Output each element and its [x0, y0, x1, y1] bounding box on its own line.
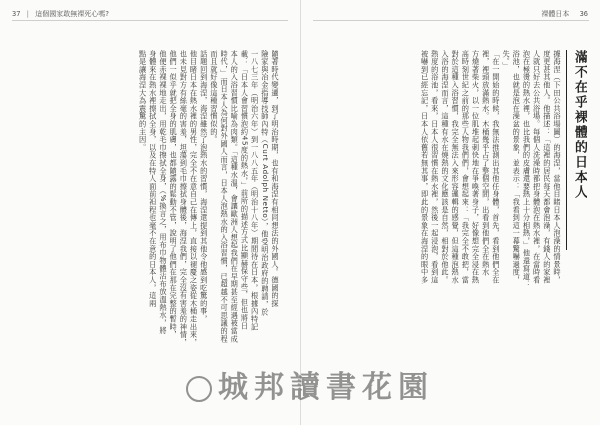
text-column: 方燒著柴火，以一位肌堆起刺快地在爭喚著身子，好像想完全浸在熱: [471, 50, 481, 284]
text-column: 險家與冶金指導技師內特（Curt Adolph Netto），他受明治政府的聘請，於: [260, 50, 270, 317]
left-running-head: [12, 9, 109, 19]
text-column: 熱度的浴池，看來，日本人很習慣在熱水裡，然後一起浸泡，看到這: [430, 50, 440, 284]
left-page-number: 37: [12, 10, 21, 18]
text-column: 高時刻世紀之前的那些人物我們們，會想起來：「我完全不敢把，當: [461, 50, 471, 284]
text-column: 本人的入浴習慣比喻為肉類。「這種水溫，會讓歐洲人想起我們在早期甚至經遇被當成: [230, 50, 240, 343]
text-column: 據海涅（下田公共浴場圖）的海涅，當他目睹日本人泡澡的情景時，: [553, 50, 562, 284]
text-column: 度更甚其他人。他描述：「這裡的居民每天都會泡澡，有錢人的家裡: [542, 50, 552, 284]
text-column: 泡在極燙的熱水裡，也比我們的皮膚還要熱上十分相熱，」他還寫道：: [522, 50, 532, 289]
running-head-separator: |: [26, 10, 30, 18]
text-column: 對於這種入浴習慣，我完全無法入來形容邏輯的感覺，但這種泡熱水: [451, 50, 461, 284]
left-header-rule: [12, 20, 288, 21]
title-rule: [566, 50, 567, 250]
text-column: 浴池，也就是泡在澡盆的景象，並表示：「我看到這一幕驚嚇過度，: [512, 50, 522, 284]
text-column: 他目睹日本在熱水裡的男性，完全不在意自己在傳上，直接以褪慶之姿從木桶走出來，: [189, 50, 199, 347]
watermark: [186, 362, 434, 406]
right-text-columns: [317, 50, 587, 290]
left-text-columns: [22, 50, 280, 350]
right-running-head: [541, 9, 588, 19]
watermark-logo-icon: [186, 376, 212, 402]
text-column: 載：「日本人會習慣泡約45度的熱水，」前所的描述方式比顯赫保守些，但也將日: [240, 50, 250, 330]
text-column: 時代，」而日本人為何對外國人而言，日本人泡熱水的入浴習慣，已超越不可思議的程: [220, 50, 230, 343]
watermark-text: 城邦讀書花園: [218, 370, 434, 405]
text-column: 身體來在熱水裡擦拭全身，以及在特人面前袒程也毫不在意的日本人，這兩: [148, 50, 158, 308]
text-column: 點是讓海涅大為震驚的主因。: [138, 50, 148, 152]
right-running-head-title: 裸體日本: [541, 10, 570, 18]
section-title: 滿不在乎裸體的日本人: [572, 50, 587, 200]
left-running-head-title: 這個國家敢無裸死心嗎?: [35, 10, 109, 18]
text-column: 他便赤裸裸地走出，用乾毛巾擦拭全身，（%換言之，用布巾物體沾布放溫熱水，將: [158, 50, 168, 335]
text-column: 「在一開始的時候，我無法推測出其他任身體，首先，看到他們全在: [491, 50, 501, 284]
text-column: 話題回到海涅，海涅雖然了泡熱水的習慣，海涅還提到其他令他感到吃驚的事，: [199, 50, 209, 323]
text-column: 失。」: [502, 50, 512, 70]
text-column: 而且就好像這種習慣似的。: [209, 50, 219, 144]
right-header-rule: [313, 20, 589, 21]
text-column: 也未見對方有絲毫的害羞，坦蕩到毛巾擦拭身體後，海涅我們，完全沒有害羞的神情，: [179, 50, 189, 347]
right-page-number: 36: [579, 10, 588, 18]
text-column: 隨著時代變遷，到了明治時期，也有和海涅有相同想法的外國人。德國的探: [271, 50, 280, 308]
text-column: 被嚇到已經忘記，日本人依舊若無其事，即此的景象在海涅的眼中多: [420, 50, 430, 284]
text-column: 入浴的海涅而言，這種有水在燒熱的文化應該是自然，相對於他此。: [440, 50, 450, 284]
text-column: 人就只好去公共浴場。每個人洗澡時都把身體泡在熱水裡，在當時看: [532, 50, 542, 284]
text-column: 裡，裡頭放滿熱水。木桶幾乎占了整個空間，出看到他們全在熱水: [481, 50, 491, 277]
text-column: 一八七三年（明治六年）到一八八五年（明治十八年）期間待在日本，根據內特記: [250, 50, 260, 331]
text-column: 他們一似乎就把全身的肌膚，也都隨露的鬆動不管，說明了他們在那在完整的暫時，: [169, 50, 179, 339]
